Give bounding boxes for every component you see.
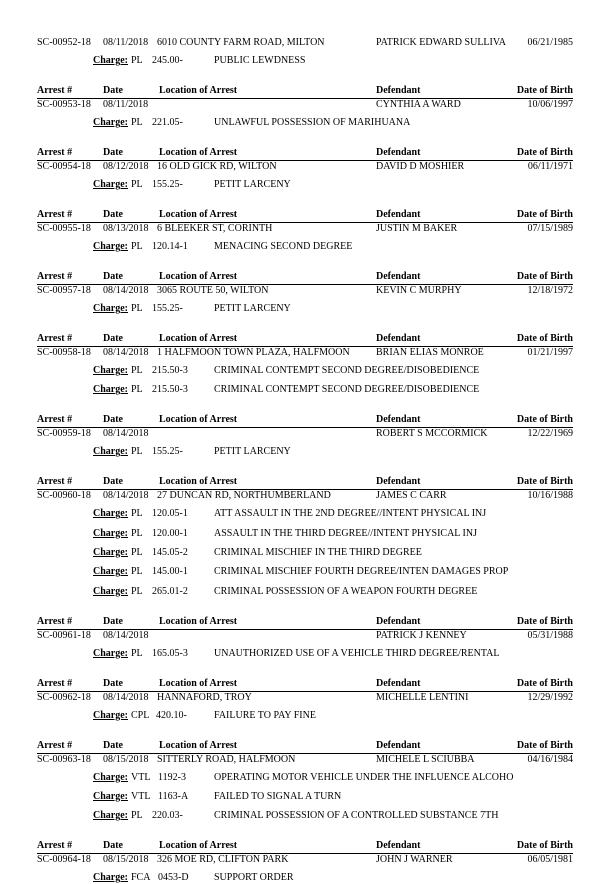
header-arrest-number: Arrest # xyxy=(37,85,73,96)
charge-type: PL xyxy=(131,647,143,659)
header-date-of-birth: Date of Birth xyxy=(516,147,573,158)
charge-label: Charge: xyxy=(93,446,128,458)
charge-label: Charge: xyxy=(93,117,128,128)
charge-code: 145.00-1 xyxy=(152,566,188,578)
header-defendant: Defendant xyxy=(376,739,421,751)
charge-code: 165.05-3 xyxy=(152,647,188,659)
arrest-location: 1 HALFMOON TOWN PLAZA, HALFMOON xyxy=(157,347,350,358)
header-date: Date xyxy=(103,85,123,96)
header-date: Date xyxy=(103,615,123,627)
header-date: Date xyxy=(103,739,123,751)
defendant-name: BRIAN ELIAS MONROE xyxy=(376,347,484,358)
header-date: Date xyxy=(103,840,123,852)
charge-type: VTL xyxy=(131,790,151,802)
header-defendant: Defendant xyxy=(376,677,421,689)
charge-label: Charge: xyxy=(93,527,128,539)
date-of-birth: 07/15/1989 xyxy=(527,223,573,234)
charge-code: 0453-D xyxy=(158,872,189,884)
defendant-name: JOHN J WARNER xyxy=(376,854,453,866)
charge-code: 215.50-3 xyxy=(152,384,188,396)
arrest-number: SC-00964-18 xyxy=(37,854,91,866)
defendant-name: ROBERT S MCCORMICK xyxy=(376,428,488,440)
header-location: Location of Arrest xyxy=(159,209,238,220)
header-date-of-birth: Date of Birth xyxy=(516,840,573,852)
date-of-birth: 12/29/1992 xyxy=(527,691,573,703)
header-arrest-number: Arrest # xyxy=(37,476,73,488)
arrest-number: SC-00963-18 xyxy=(37,753,91,765)
charge-code: 155.25- xyxy=(152,303,183,314)
header-arrest-number: Arrest # xyxy=(37,333,73,344)
charge-type: PL xyxy=(131,810,143,822)
arrest-number: SC-00953-18 xyxy=(37,99,91,110)
charge-description: CRIMINAL CONTEMPT SECOND DEGREE/DISOBEDIENCE xyxy=(214,365,480,376)
header-location: Location of Arrest xyxy=(159,840,238,852)
header-defendant: Defendant xyxy=(376,85,421,96)
charge-description: MENACING SECOND DEGREE xyxy=(214,241,353,252)
charge-description: ATT ASSAULT IN THE 2ND DEGREE//INTENT PHYSICAL INJ xyxy=(214,508,487,520)
charge-label: Charge: xyxy=(93,241,128,252)
header-defendant: Defendant xyxy=(376,414,421,426)
arrest-date: 08/14/2018 xyxy=(103,629,149,641)
date-of-birth: 04/16/1984 xyxy=(527,753,573,765)
charge-code: 155.25- xyxy=(152,179,183,190)
charge-type: PL xyxy=(131,566,143,578)
header-arrest-number: Arrest # xyxy=(37,147,73,158)
defendant-name: JUSTIN M BAKER xyxy=(376,223,458,234)
charge-code: 220.03- xyxy=(152,810,183,822)
charge-code: 245.00- xyxy=(152,55,183,66)
charge-type: PL xyxy=(131,384,143,396)
header-arrest-number: Arrest # xyxy=(37,739,73,751)
arrest-date: 08/15/2018 xyxy=(103,854,149,866)
charge-label: Charge: xyxy=(93,546,128,558)
charge-code: 215.50-3 xyxy=(152,365,188,376)
header-location: Location of Arrest xyxy=(159,271,238,282)
charge-label: Charge: xyxy=(93,585,128,597)
defendant-name: JAMES C CARR xyxy=(376,490,447,502)
header-date: Date xyxy=(103,476,123,488)
charge-type: PL xyxy=(131,508,143,520)
date-of-birth: 06/11/1971 xyxy=(527,161,573,172)
charge-label: Charge: xyxy=(93,872,128,884)
arrest-date: 08/13/2018 xyxy=(103,223,149,234)
charge-code: 1163-A xyxy=(158,790,189,802)
arrest-date: 08/14/2018 xyxy=(103,347,149,358)
charge-label: Charge: xyxy=(93,709,128,721)
charge-label: Charge: xyxy=(93,810,128,822)
charge-description: FAILURE TO PAY FINE xyxy=(214,709,316,721)
charge-type: PL xyxy=(131,179,143,190)
header-defendant: Defendant xyxy=(376,147,421,158)
charge-code: 120.14-1 xyxy=(152,241,188,252)
charge-type: PL xyxy=(131,55,143,66)
header-date-of-birth: Date of Birth xyxy=(516,615,573,627)
arrest-date: 08/14/2018 xyxy=(103,490,149,502)
header-defendant: Defendant xyxy=(376,476,421,488)
defendant-name: DAVID D MOSHIER xyxy=(376,161,465,172)
charge-description: UNAUTHORIZED USE OF A VEHICLE THIRD DEGREE/RENTAL xyxy=(214,647,500,659)
charge-description: PUBLIC LEWDNESS xyxy=(214,55,306,66)
charge-label: Charge: xyxy=(93,508,128,520)
arrest-number: SC-00962-18 xyxy=(37,691,91,703)
header-date-of-birth: Date of Birth xyxy=(516,209,573,220)
charge-type: PL xyxy=(131,446,143,458)
charge-type: PL xyxy=(131,365,143,376)
charge-type: PL xyxy=(131,303,143,314)
charge-label: Charge: xyxy=(93,303,128,314)
defendant-name: PATRICK EDWARD SULLIVA xyxy=(376,37,507,48)
charge-label: Charge: xyxy=(93,179,128,190)
arrest-location: 6010 COUNTY FARM ROAD, MILTON xyxy=(157,37,325,48)
header-defendant: Defendant xyxy=(376,840,421,852)
arrest-location: 3065 ROUTE 50, WILTON xyxy=(157,285,269,296)
charge-description: UNLAWFUL POSSESSION OF MARIHUANA xyxy=(214,117,411,128)
date-of-birth: 12/22/1969 xyxy=(527,428,573,440)
defendant-name: MICHELLE LENTINI xyxy=(376,691,469,703)
charge-label: Charge: xyxy=(93,365,128,376)
charge-code: 1192-3 xyxy=(158,771,186,783)
defendant-name: CYNTHIA A WARD xyxy=(376,99,461,110)
arrest-location: 326 MOE RD, CLIFTON PARK xyxy=(157,854,289,866)
charge-label: Charge: xyxy=(93,384,128,396)
charge-label: Charge: xyxy=(93,771,128,783)
arrest-number: SC-00961-18 xyxy=(37,629,91,641)
charge-label: Charge: xyxy=(93,566,128,578)
header-location: Location of Arrest xyxy=(159,414,238,426)
charge-code: 265.01-2 xyxy=(152,585,188,597)
header-arrest-number: Arrest # xyxy=(37,414,73,426)
arrest-number: SC-00954-18 xyxy=(37,161,91,172)
arrest-location: HANNAFORD, TROY xyxy=(157,691,252,703)
charge-description: CRIMINAL POSSESSION OF A CONTROLLED SUBSTANCE 7TH xyxy=(214,810,499,822)
charge-code: 420.10- xyxy=(156,709,187,721)
header-date: Date xyxy=(103,271,123,282)
charge-description: CRIMINAL CONTEMPT SECOND DEGREE/DISOBEDIENCE xyxy=(214,384,480,396)
charge-description: CRIMINAL MISCHIEF FOURTH DEGREE/INTEN DAMAGES PROP xyxy=(214,566,509,578)
charge-type: PL xyxy=(131,546,143,558)
header-date-of-birth: Date of Birth xyxy=(516,85,573,96)
date-of-birth: 10/16/1988 xyxy=(527,490,573,502)
header-date-of-birth: Date of Birth xyxy=(516,271,573,282)
defendant-name: KEVIN C MURPHY xyxy=(376,285,462,296)
header-location: Location of Arrest xyxy=(159,677,238,689)
charge-code: 120.05-1 xyxy=(152,508,188,520)
charge-code: 120.00-1 xyxy=(152,527,188,539)
date-of-birth: 10/06/1997 xyxy=(527,99,573,110)
header-date-of-birth: Date of Birth xyxy=(516,414,573,426)
header-location: Location of Arrest xyxy=(159,615,238,627)
header-arrest-number: Arrest # xyxy=(37,271,73,282)
date-of-birth: 06/21/1985 xyxy=(527,37,573,48)
charge-description: FAILED TO SIGNAL A TURN xyxy=(214,790,342,802)
charge-type: PL xyxy=(131,585,143,597)
defendant-name: PATRICK J KENNEY xyxy=(376,629,467,641)
charge-code: 221.05- xyxy=(152,117,183,128)
arrest-date: 08/11/2018 xyxy=(103,37,149,48)
charge-type: VTL xyxy=(131,771,151,783)
arrest-location: 16 OLD GICK RD, WILTON xyxy=(157,161,277,172)
arrest-date: 08/11/2018 xyxy=(103,99,149,110)
charge-label: Charge: xyxy=(93,647,128,659)
header-arrest-number: Arrest # xyxy=(37,615,73,627)
charge-description: PETIT LARCENY xyxy=(214,179,291,190)
header-arrest-number: Arrest # xyxy=(37,677,73,689)
header-location: Location of Arrest xyxy=(159,476,238,488)
arrest-date: 08/14/2018 xyxy=(103,691,149,703)
header-location: Location of Arrest xyxy=(159,739,238,751)
charge-code: 155.25- xyxy=(152,446,183,458)
header-location: Location of Arrest xyxy=(159,85,238,96)
header-date-of-birth: Date of Birth xyxy=(516,476,573,488)
charge-type: PL xyxy=(131,527,143,539)
charge-type: PL xyxy=(131,241,143,252)
charge-label: Charge: xyxy=(93,790,128,802)
header-date-of-birth: Date of Birth xyxy=(516,333,573,344)
arrest-date: 08/14/2018 xyxy=(103,428,149,440)
arrest-number: SC-00960-18 xyxy=(37,490,91,502)
charge-type: CPL xyxy=(131,709,150,721)
charge-description: CRIMINAL POSSESSION OF A WEAPON FOURTH DEGREE xyxy=(214,585,478,597)
header-defendant: Defendant xyxy=(376,271,421,282)
header-date: Date xyxy=(103,333,123,344)
charge-type: FCA xyxy=(131,872,151,884)
charge-description: CRIMINAL MISCHIEF IN THE THIRD DEGREE xyxy=(214,546,422,558)
charge-description: ASSAULT IN THE THIRD DEGREE//INTENT PHYSICAL INJ xyxy=(214,527,477,539)
charge-code: 145.05-2 xyxy=(152,546,188,558)
header-date-of-birth: Date of Birth xyxy=(516,677,573,689)
header-location: Location of Arrest xyxy=(159,147,238,158)
arrest-number: SC-00957-18 xyxy=(37,285,91,296)
arrest-number: SC-00959-18 xyxy=(37,428,91,440)
date-of-birth: 12/18/1972 xyxy=(527,285,573,296)
charge-label: Charge: xyxy=(93,55,128,66)
charge-description: SUPPORT ORDER xyxy=(214,872,294,884)
arrest-number: SC-00958-18 xyxy=(37,347,91,358)
arrest-date: 08/15/2018 xyxy=(103,753,149,765)
header-date-of-birth: Date of Birth xyxy=(516,739,573,751)
charge-description: PETIT LARCENY xyxy=(214,446,291,458)
arrest-number: SC-00955-18 xyxy=(37,223,91,234)
arrest-location: SITTERLY ROAD, HALFMOON xyxy=(157,753,296,765)
header-defendant: Defendant xyxy=(376,209,421,220)
date-of-birth: 05/31/1988 xyxy=(527,629,573,641)
header-arrest-number: Arrest # xyxy=(37,840,73,852)
header-location: Location of Arrest xyxy=(159,333,238,344)
arrest-location: 27 DUNCAN RD, NORTHUMBERLAND xyxy=(157,490,331,502)
header-date: Date xyxy=(103,414,123,426)
defendant-name: MICHELE L SCIUBBA xyxy=(376,753,475,765)
date-of-birth: 01/21/1997 xyxy=(527,347,573,358)
arrest-number: SC-00952-18 xyxy=(37,37,91,48)
arrest-date: 08/14/2018 xyxy=(103,285,149,296)
date-of-birth: 06/05/1981 xyxy=(527,854,573,866)
charge-description: PETIT LARCENY xyxy=(214,303,291,314)
header-arrest-number: Arrest # xyxy=(37,209,73,220)
arrest-location: 6 BLEEKER ST, CORINTH xyxy=(157,223,273,234)
header-defendant: Defendant xyxy=(376,615,421,627)
charge-description: OPERATING MOTOR VEHICLE UNDER THE INFLUENCE ALCOHO xyxy=(214,771,514,783)
charge-type: PL xyxy=(131,117,143,128)
header-date: Date xyxy=(103,677,123,689)
header-date: Date xyxy=(103,209,123,220)
arrest-date: 08/12/2018 xyxy=(103,161,149,172)
header-defendant: Defendant xyxy=(376,333,421,344)
header-date: Date xyxy=(103,147,123,158)
